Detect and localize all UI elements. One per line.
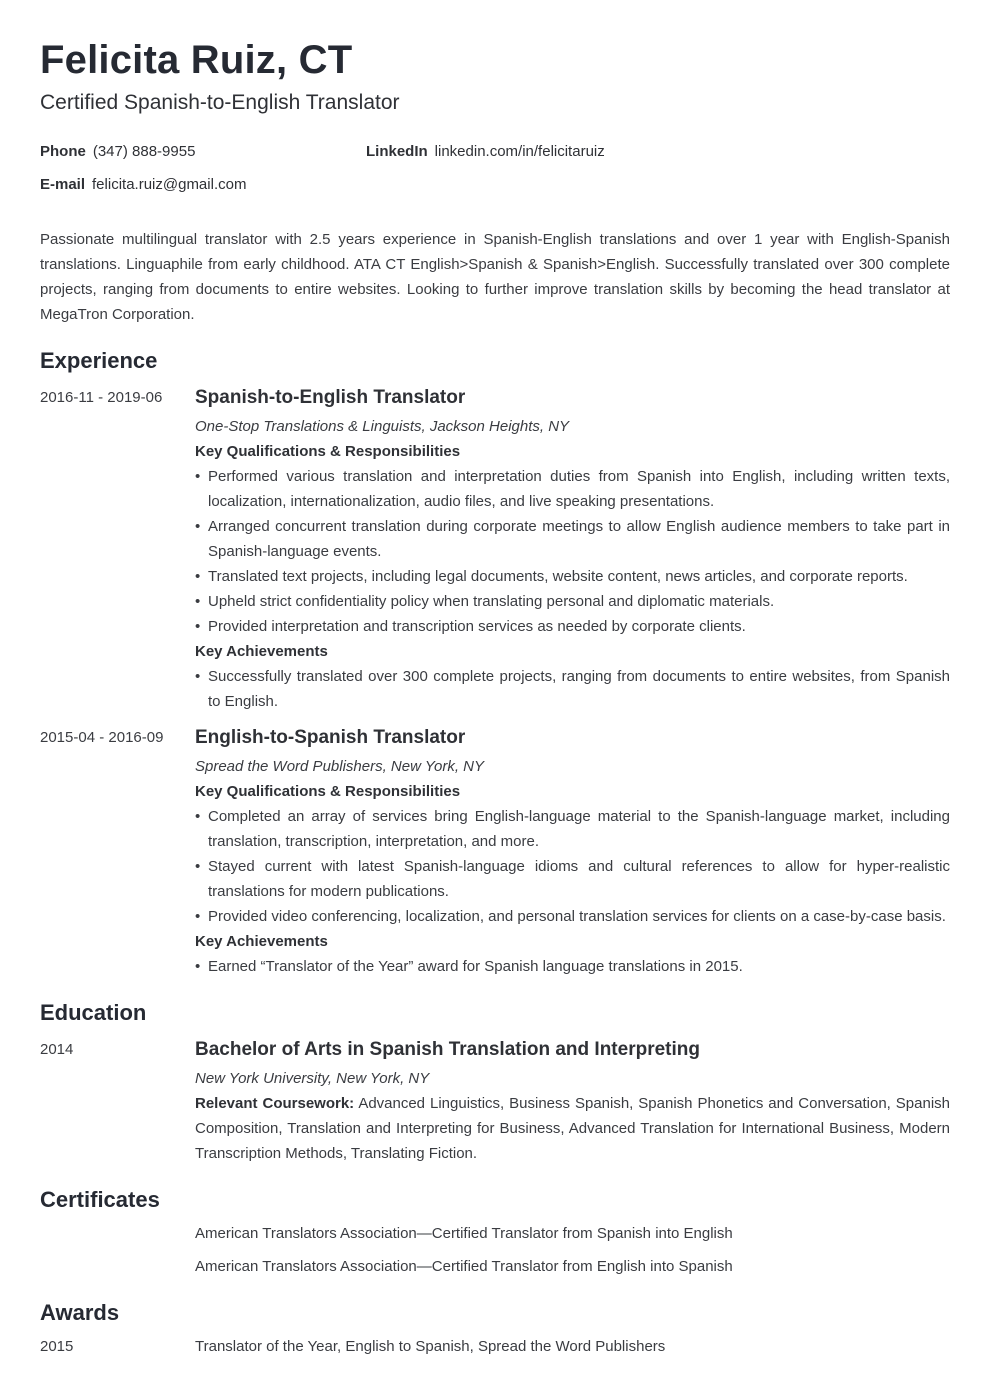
list-item: • Arranged concurrent translation during corporate meetings to allow English audience members to take part in Spanish-language events. <box>195 514 950 564</box>
duties-list <box>195 464 950 639</box>
degree-title: Bachelor of Arts in Spanish Translation and Interpreting <box>195 1039 700 1060</box>
job-company: Spread the Word Publishers, New York, NY <box>195 758 485 775</box>
job-company: One-Stop Translations & Linguists, Jackson Heights, NY <box>195 418 570 435</box>
email-label: E-mail <box>40 176 86 193</box>
job-1-dates: 2016-11 - 2019-06 <box>40 389 163 406</box>
list-item: • Performed various translation and interpretation duties from Spanish into English, including written texts, localization, internationalization, audio files, and live speaking presentations. <box>195 464 950 514</box>
education-entry <box>195 1037 950 1166</box>
achievements-label: Key Achievements <box>195 643 328 660</box>
achievements-label: Key Achievements <box>195 933 328 950</box>
linkedin-link[interactable]: linkedin.com/in/felicitaruiz <box>434 143 605 160</box>
list-item: • Completed an array of services bring English-language material to the Spanish-language market, including translation, transcription, interpretation, and more. <box>195 804 950 854</box>
award-item: Translator of the Year, English to Spanish, Spread the Word Publishers <box>195 1338 666 1355</box>
coursework-text: Advanced Linguistics, Business Spanish, Spanish Phonetics and Conversation, Spanish Composition, Translation and Interpreting for Business, Advanced Translation for International Business, Modern Transcription Methods, Translating Fiction. <box>195 1095 950 1162</box>
certificate-item: American Translators Association—Certified Translator from Spanish into English <box>195 1225 733 1242</box>
phone-label: Phone <box>40 143 86 160</box>
job-2-dates: 2015-04 - 2016-09 <box>40 729 164 746</box>
job-title: Spanish-to-English Translator <box>195 387 466 408</box>
experience-heading: Experience <box>40 348 158 373</box>
coursework <box>195 1091 950 1166</box>
certificate-item: American Translators Association—Certified Translator from English into Spanish <box>195 1258 733 1275</box>
award-year: 2015 <box>40 1338 74 1355</box>
contact-email <box>40 176 246 193</box>
list-item: • Successfully translated over 300 complete projects, ranging from documents to entire websites, from Spanish to English. <box>195 664 950 714</box>
job-1 <box>195 385 950 714</box>
summary-paragraph: Passionate multilingual translator with 2.5 years experience in Spanish-English translations and over 1 year with English-Spanish translations. Linguaphile from early childhood. ATA CT English>Spanish & Spanish>English. Successfully translated over 300 complete projects, ranging from documents to entire websites. Looking to further improve translation skills by becoming the head translator at MegaTron Corporation. <box>40 231 950 323</box>
awards-heading: Awards <box>40 1300 120 1325</box>
achievements-list <box>195 954 950 979</box>
qualifications-label: Key Qualifications & Responsibilities <box>195 783 461 800</box>
list-item: • Provided interpretation and transcription services as needed by corporate clients. <box>195 614 950 639</box>
candidate-name: Felicita Ruiz, CT <box>40 38 353 82</box>
job-2 <box>195 725 950 979</box>
list-item: • Upheld strict confidentiality policy when translating personal and diplomatic materials. <box>195 589 950 614</box>
achievements-list <box>195 664 950 714</box>
linkedin-label: LinkedIn <box>366 143 428 160</box>
certificates-heading: Certificates <box>40 1187 160 1212</box>
phone-value: (347) 888-9955 <box>92 143 196 160</box>
coursework-label: Relevant Coursework: <box>195 1095 355 1112</box>
list-item: • Translated text projects, including legal documents, website content, news articles, and corporate reports. <box>195 564 950 589</box>
education-year: 2014 <box>40 1041 74 1058</box>
list-item: • Stayed current with latest Spanish-language idioms and cultural references to allow for hyper-realistic translations for modern publications. <box>195 854 950 904</box>
candidate-role: Certified Spanish-to-English Translator <box>40 91 400 114</box>
school-name: New York University, New York, NY <box>195 1070 430 1087</box>
duties-list <box>195 804 950 929</box>
contact-linkedin <box>366 143 605 160</box>
email-link[interactable]: felicita.ruiz@gmail.com <box>92 176 247 193</box>
education-heading: Education <box>40 1000 147 1025</box>
list-item: • Earned “Translator of the Year” award for Spanish language translations in 2015. <box>195 954 950 979</box>
list-item: • Provided video conferencing, localization, and personal translation services for clients on a case-by-case basis. <box>195 904 950 929</box>
contact-phone <box>40 143 195 160</box>
qualifications-label: Key Qualifications & Responsibilities <box>195 443 461 460</box>
job-title: English-to-Spanish Translator <box>195 727 466 748</box>
